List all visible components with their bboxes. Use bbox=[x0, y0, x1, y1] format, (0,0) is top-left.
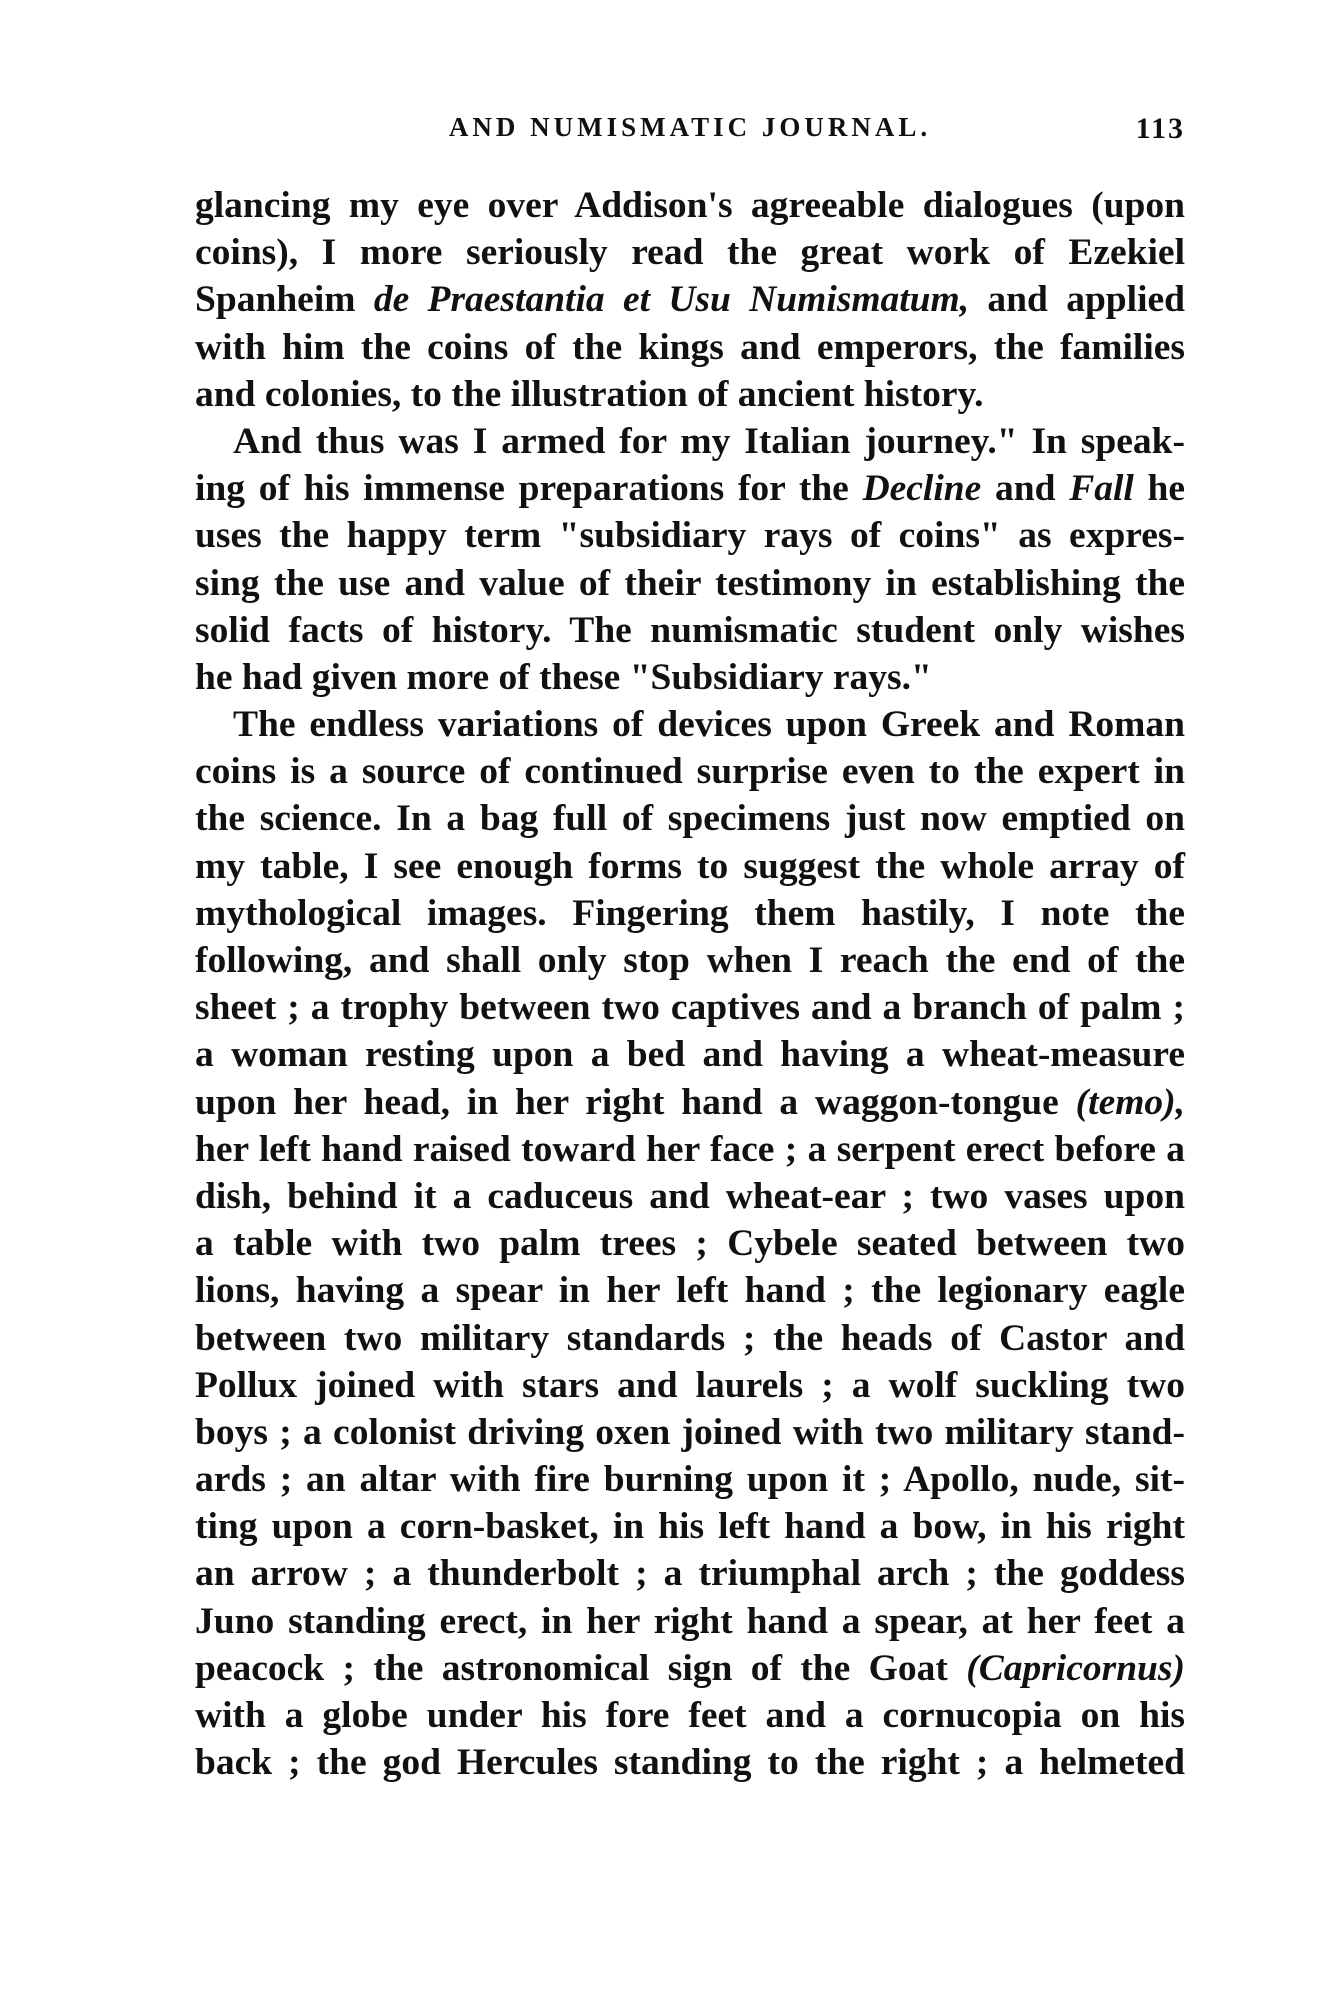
running-head: AND NUMISMATIC JOURNAL. bbox=[448, 112, 932, 142]
text-line: lions, having a spear in her left hand ; the legionary eagle bbox=[195, 1270, 1185, 1312]
text-line: the science. In a bag full of specimens just now emptied on bbox=[195, 798, 1185, 840]
text-line: ards ; an altar with fire burning upon it ; Apollo, nude, sit- bbox=[195, 1459, 1185, 1501]
text-run: upon her head, in her right hand a waggon-tongue bbox=[195, 1081, 1076, 1123]
text-line: between two military standards ; the heads of Castor and bbox=[195, 1317, 1185, 1359]
text-line: her left hand raised toward her face ; a serpent erect before a bbox=[195, 1128, 1185, 1170]
text-line: glancing my eye over Addison's agreeable dialogues (upon bbox=[195, 185, 1185, 226]
text-line bbox=[195, 1645, 1185, 1692]
text-line: my table, I see enough forms to suggest the whole array of bbox=[195, 845, 1185, 887]
text-line: And thus was I armed for my Italian journey." In speak- bbox=[233, 420, 1185, 462]
text-line bbox=[195, 276, 1185, 323]
text-run: he bbox=[1133, 468, 1186, 510]
italic-word: Fall bbox=[1069, 468, 1134, 510]
text-line: boys ; a colonist driving oxen joined with two military stand- bbox=[195, 1411, 1185, 1453]
text-run: and applied bbox=[969, 279, 1185, 321]
italic-word: (temo), bbox=[1075, 1081, 1185, 1123]
text-line: following, and shall only stop when I reach the end of the bbox=[195, 940, 1185, 981]
text-line bbox=[195, 1079, 1185, 1126]
text-line: a table with two palm trees ; Cybele seated between two bbox=[195, 1223, 1185, 1265]
text-line: coins), I more seriously read the great work of Ezekiel bbox=[195, 232, 1185, 274]
text-line: with him the coins of the kings and emperors, the families bbox=[195, 326, 1185, 368]
italic-word: (Capricornus) bbox=[966, 1647, 1185, 1689]
text-line bbox=[195, 465, 1185, 512]
text-line: uses the happy term "subsidiary rays of coins" as expres- bbox=[195, 515, 1185, 557]
text-line: dish, behind it a caduceus and wheat-ear ; two vases upon bbox=[195, 1175, 1185, 1217]
body-text bbox=[195, 182, 1185, 1786]
page-number: 113 bbox=[1135, 112, 1185, 145]
text-line: The endless variations of devices upon Greek and Roman bbox=[233, 704, 1185, 746]
text-run: Spanheim bbox=[195, 279, 374, 321]
text-line: sing the use and value of their testimony in establishing the bbox=[195, 562, 1185, 604]
text-line: sheet ; a trophy between two captives and a branch of palm ; bbox=[195, 987, 1185, 1029]
text-line: he had given more of these "Subsidiary rays." bbox=[195, 656, 932, 698]
page-header bbox=[195, 112, 1185, 158]
text-line: an arrow ; a thunderbolt ; a triumphal arch ; the goddess bbox=[195, 1553, 1185, 1595]
text-run: ing of his immense preparations for the bbox=[195, 468, 863, 510]
text-run: and bbox=[981, 468, 1070, 510]
text-line: back ; the god Hercules standing to the right ; a helmeted bbox=[195, 1742, 1185, 1784]
book-title: de Praestantia et Usu Numismatum, bbox=[373, 279, 970, 321]
text-line: a woman resting upon a bed and having a wheat-measure bbox=[195, 1034, 1185, 1076]
text-line: Pollux joined with stars and laurels ; a wolf suckling two bbox=[195, 1364, 1185, 1406]
text-run: peacock ; the astronomical sign of the Goat bbox=[195, 1647, 967, 1689]
text-line: Juno standing erect, in her right hand a spear, at her feet a bbox=[195, 1600, 1185, 1642]
text-line: mythological images. Fingering them hastily, I note the bbox=[195, 892, 1185, 934]
italic-word: Decline bbox=[862, 468, 982, 510]
text-line: coins is a source of continued surprise even to the expert in bbox=[195, 751, 1185, 793]
text-line: ting upon a corn-basket, in his left hand a bow, in his right bbox=[195, 1506, 1185, 1548]
text-line: and colonies, to the illustration of ancient history. bbox=[195, 373, 984, 415]
text-line: solid facts of history. The numismatic student only wishes bbox=[195, 609, 1185, 651]
text-line: with a globe under his fore feet and a cornucopia on his bbox=[195, 1695, 1185, 1736]
